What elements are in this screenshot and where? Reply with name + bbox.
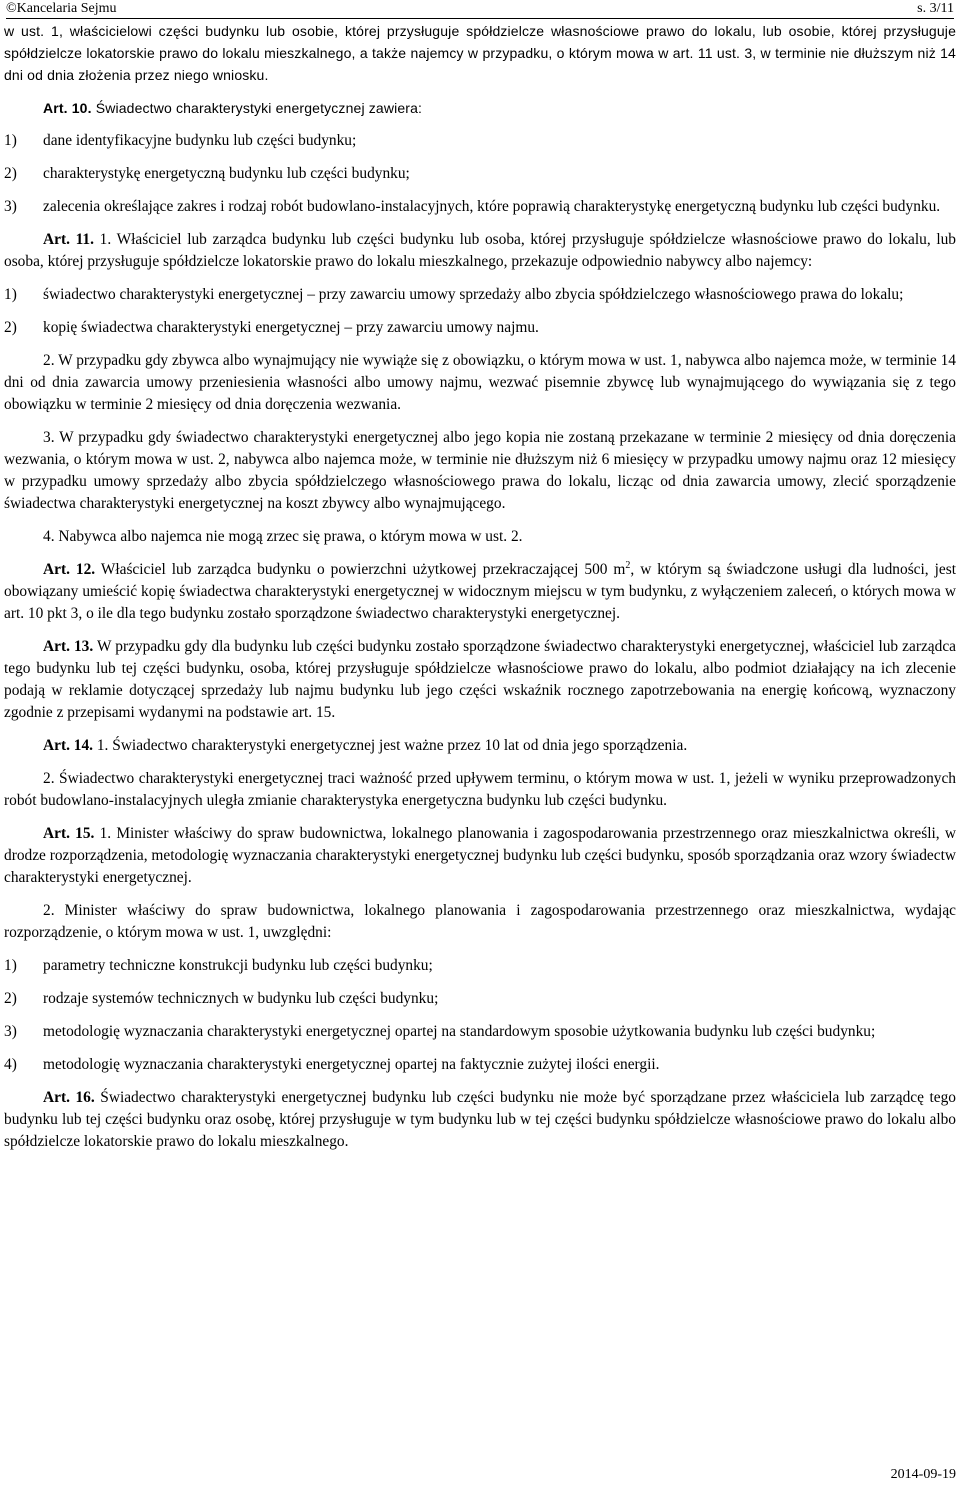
list-item-text: charakterystykę energetyczną budynku lub części budynku; [43, 165, 410, 182]
list-item [4, 1021, 956, 1043]
article-16 [4, 1087, 956, 1153]
list-item-number: 2) [4, 990, 17, 1007]
article-15 [4, 823, 956, 889]
list-item-text: rodzaje systemów technicznych w budynku lub części budynku; [43, 990, 439, 1007]
article-15-label: Art. 15. [43, 825, 95, 842]
list-item-text: parametry techniczne konstrukcji budynku lub części budynku; [43, 957, 433, 974]
list-item-number: 2) [4, 165, 17, 182]
article-10 [4, 97, 956, 119]
article-11-text: 1. Właściciel lub zarządca budynku lub części budynku lub osoba, której przysługuje spółdzielcze własnościowe prawo do lokalu, lub osoba, której przysługuje spółdzielcze lokatorskie prawo do lokalu mieszkalnego, przekazuje odpowiednio nabywcy albo najemcy: [4, 231, 957, 270]
list-item-number: 2) [4, 319, 17, 336]
article-13-text: W przypadku gdy dla budynku lub części budynku zostało sporządzone świadectwo charakterystyki energetycznej, właściciel lub zarządca tego budynku lub tej części budynku, osoba, której przysługuje spółdzielcze własnościowe prawo do lokalu, albo podmiot działający na ich zlecenie podają w reklamie dotyczącej sprzedaży lub najmu budynku lub jego części wskaźnik rocznego zapotrzebowania na energię końcową, wyznaczony zgodnie z przepisami wydanymi na podstawie art. 15. [4, 638, 956, 721]
list-item [4, 1054, 956, 1076]
article-16-text: Świadectwo charakterystyki energetycznej budynku lub części budynku nie może być sporządzane przez właściciela lub zarządcę tego budynku lub tej części budynku oraz osobę, której przysługuje w tym budynku lub w tej części budynku spółdzielcze własnościowe prawo do lokalu albo spółdzielcze lokatorskie prawo do lokalu mieszkalnego. [4, 1089, 956, 1150]
article-12 [4, 559, 956, 625]
list-item-number: 1) [4, 957, 17, 974]
list-item-number: 4) [4, 1056, 17, 1073]
page-header [6, 0, 954, 19]
list-item-number: 1) [4, 286, 17, 303]
list-item [4, 988, 956, 1010]
page-footer-date: 2014-09-19 [890, 1467, 956, 1482]
list-item-text: świadectwo charakterystyki energetycznej – przy zawarciu umowy sprzedaży albo zbycia spółdzielczego własnościowego prawa do lokalu; [43, 286, 904, 303]
article-14-text: 1. Świadectwo charakterystyki energetycznej jest ważne przez 10 lat od dnia jego sporządzenia. [93, 737, 688, 754]
superscript: 2 [625, 559, 631, 571]
paragraph-continuation: w ust. 1, właścicielowi części budynku lub osobie, której przysługuje spółdzielcze własnościowe prawo do lokalu, lub osobie, której przysługuje spółdzielcze lokatorskie prawo do lokalu mieszkalnego, a także najemcy w przypadku, o którym mowa w art. 11 ust. 3, w terminie nie dłuższym niż 14 dni od dnia złożenia przez niego wniosku. [4, 23, 956, 83]
list-item [4, 317, 956, 339]
article-10-text: Świadectwo charakterystyki energetycznej zawiera: [91, 100, 423, 116]
article-12-label: Art. 12. [43, 561, 96, 578]
header-page-number: s. 3/11 [917, 1, 954, 16]
article-15-text: 1. Minister właściwy do spraw budownictwa, lokalnego planowania i zagospodarowania przestrzennego oraz mieszkalnictwa określi, w drodze rozporządzenia, metodologię wyznaczania charakterystyki energetycznej budynku lub części budynku, sposób sporządzania oraz wzory świadectw charakterystyki energetycznej. [4, 825, 956, 886]
list-item-number: 3) [4, 198, 17, 215]
article-14-label: Art. 14. [43, 737, 94, 754]
list-item-text: dane identyfikacyjne budynku lub części budynku; [43, 132, 357, 149]
article-13 [4, 636, 956, 724]
article-15-ust-2: 2. Minister właściwy do spraw budownictwa, lokalnego planowania i zagospodarowania przestrzennego oraz mieszkalnictwa, wydając rozporządzenie, o którym mowa w ust. 1, uwzględni: [4, 902, 956, 941]
article-11 [4, 229, 956, 273]
article-11-ust-3: 3. W przypadku gdy świadectwo charakterystyki energetycznej albo jego kopia nie zostaną przekazane w terminie 2 miesięcy od dnia doręczenia wezwania, o którym mowa w ust. 2, nabywca albo najemca może, w terminie nie dłuższym niż 6 miesięcy w przypadku umowy najmu oraz 12 miesięcy w przypadku umowy sprzedaży albo zbycia spółdzielczego własnościowego prawa do lokalu, licząc od dnia zawarcia umowy, zlecić sporządzenie świadectwa charakterystyki energetycznej na koszt zbywcy albo wynajmującego. [4, 429, 956, 512]
list-item [4, 130, 956, 152]
list-item-number: 3) [4, 1023, 17, 1040]
article-12-text-a: Właściciel lub zarządca budynku o powierzchni użytkowej przekraczającej 500 m [95, 561, 626, 578]
article-16-label: Art. 16. [43, 1089, 95, 1106]
list-item-text: metodologię wyznaczania charakterystyki energetycznej opartej na faktycznie zużytej ilości energii. [43, 1056, 660, 1073]
list-item [4, 284, 956, 306]
list-item-text: metodologię wyznaczania charakterystyki energetycznej opartej na standardowym sposobie użytkowania budynku lub części budynku; [43, 1023, 876, 1040]
article-11-ust-4: 4. Nabywca albo najemca nie mogą zrzec się prawa, o którym mowa w ust. 2. [43, 528, 523, 545]
article-14 [4, 735, 956, 757]
list-item [4, 196, 956, 218]
list-item-number: 1) [4, 132, 17, 149]
article-12-text-b: , w którym są świadczone usługi dla ludności, jest obowiązany umieścić kopię świadectwa charakterystyki energetycznej w widocznym miejscu w tym budynku, z wyłączeniem zaleceń, o których mowa w art. 10 pkt 3, o ile dla tego budynku zostało sporządzone świadectwo charakterystyki energetycznej. [4, 561, 956, 622]
document-body [4, 20, 956, 1164]
list-item [4, 163, 956, 185]
article-13-label: Art. 13. [43, 638, 94, 655]
header-source: ©Kancelaria Sejmu [6, 1, 117, 16]
article-14-ust-2: 2. Świadectwo charakterystyki energetycznej traci ważność przed upływem terminu, o którym mowa w ust. 1, jeżeli w wyniku przeprowadzonych robót budowlano-instalacyjnych uległa zmianie charakterystyka energetyczna budynku lub części budynku. [4, 770, 956, 809]
article-11-ust-2: 2. W przypadku gdy zbywca albo wynajmujący nie wywiąże się z obowiązku, o którym mowa w ust. 1, nabywca albo najemca może, w terminie 14 dni od dnia zawarcia umowy przeniesienia własności albo umowy najmu, wezwać pisemnie zbywcę lub wynajmującego do wywiązania się z tego obowiązku w terminie 2 miesięcy od dnia doręczenia wezwania. [4, 352, 956, 413]
article-10-label: Art. 10. [43, 100, 92, 116]
list-item [4, 955, 956, 977]
list-item-text: kopię świadectwa charakterystyki energetycznej – przy zawarciu umowy najmu. [43, 319, 539, 336]
list-item-text: zalecenia określające zakres i rodzaj robót budowlano-instalacyjnych, które poprawią charakterystykę energetyczną budynku lub części budynku. [43, 198, 941, 215]
article-11-label: Art. 11. [43, 231, 94, 248]
